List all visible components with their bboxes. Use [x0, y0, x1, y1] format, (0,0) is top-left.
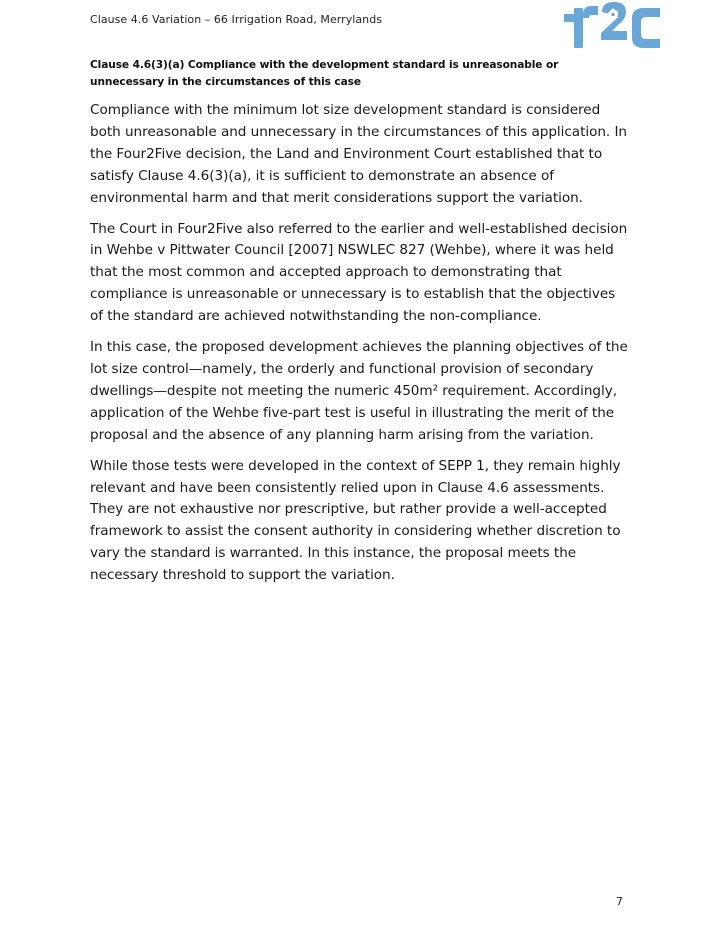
paragraph: In this case, the proposed development achieves the planning objectives of the lot size control—namely, the orderly and functional provision of secondary dwellings—despite not meeting the numeric 450m² requirement. Accordingly, application of the Wehbe five-part test is useful in illustrating the merit of the proposal and the absence of any planning harm arising from the variation.: [90, 339, 628, 443]
paragraph: Compliance with the minimum lot size development standard is considered both unreasonable and unnecessary in the circumstances of this application. In the Four2Five decision, the Land and Environment Court established that to satisfy Clause 4.6(3)(a), it is sufficient to demonstrate an absence of environmental harm and that merit considerations support the variation.: [90, 102, 627, 206]
page-header: Clause 4.6 Variation – 66 Irrigation Road, Merrylands: [90, 13, 383, 26]
r2c-logo-icon: [562, 0, 662, 50]
section-heading: Clause 4.6(3)(a) Compliance with the development standard is unreasonable or unnecessary in the circumstances of this case: [90, 59, 559, 88]
paragraph: The Court in Four2Five also referred to the earlier and well-established decision in Wehbe v Pittwater Council [2007] NSWLEC 827 (Wehbe), where it was held that the most common and accepted approach to demonstrating that compliance is unreasonable or unnecessary is to establish that the objectives of the standard are achieved notwithstanding the non-compliance.: [90, 220, 628, 325]
page-number: 7: [616, 895, 623, 908]
paragraph: While those tests were developed in the context of SEPP 1, they remain highly relevant and have been consistently relied upon in Clause 4.6 assessments. They are not exhaustive nor prescriptive, but rather provide a well-accepted framework to assist the consent authority in considering whether discretion to vary the standard is warranted. In this instance, the proposal meets the necessary threshold to support the variation.: [90, 457, 621, 584]
body-text: [90, 100, 630, 596]
